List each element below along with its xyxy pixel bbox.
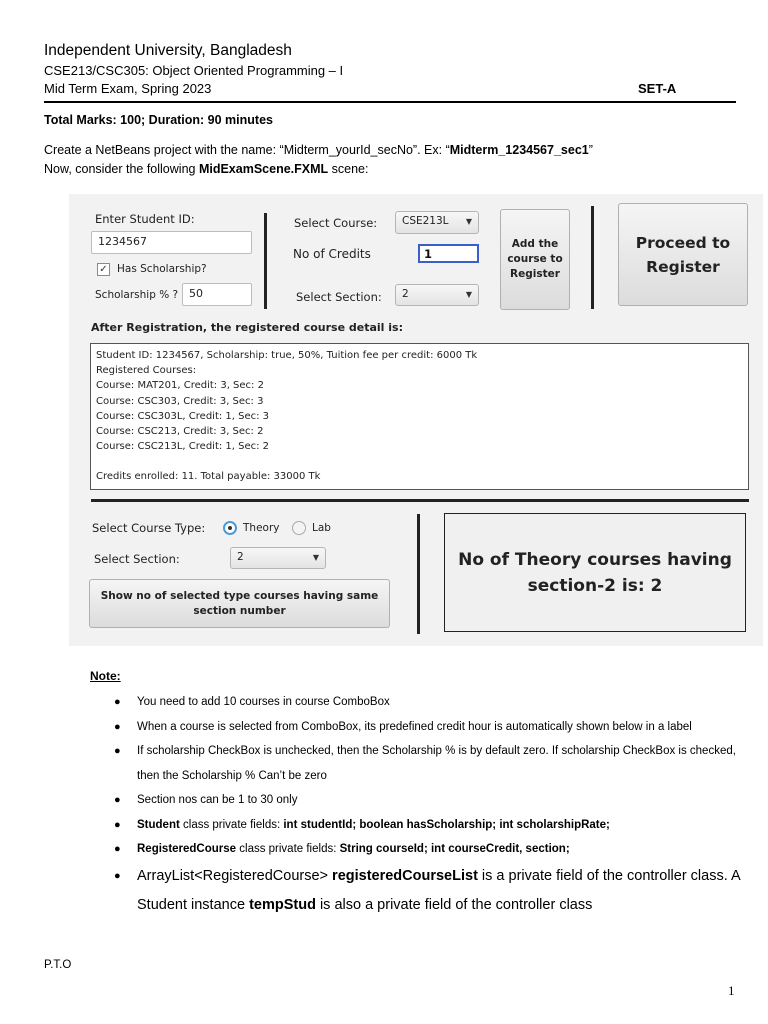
- radio-theory[interactable]: [223, 521, 237, 535]
- detail-heading: After Registration, the registered course detail is:: [91, 321, 403, 334]
- proceed-register-button[interactable]: Proceed to Register: [618, 203, 748, 306]
- scholarship-pct-field[interactable]: 50: [182, 283, 252, 306]
- radio-theory-label: Theory: [243, 522, 280, 534]
- separator-3: [417, 514, 420, 634]
- university-name: Independent University, Bangladesh: [44, 42, 292, 59]
- section2-label: Select Section:: [94, 552, 180, 566]
- list-item: ● ArrayList<RegisteredCourse> registeredCourseList is a private field of the controller class. A Student instance tempStud is also a private field of the controller class: [108, 862, 748, 920]
- detail-line: Registered Courses:: [96, 365, 197, 377]
- horizontal-separator: [91, 499, 749, 502]
- student-id-field[interactable]: 1234567: [91, 231, 252, 254]
- detail-line: Course: CSC303, Credit: 3, Sec: 3: [96, 395, 264, 407]
- detail-line: Course: CSC303L, Credit: 1, Sec: 3: [96, 410, 270, 422]
- separator-2: [591, 206, 594, 309]
- pto-label: P.T.O: [44, 959, 72, 971]
- detail-line: Course: MAT201, Credit: 3, Sec: 2: [96, 380, 264, 392]
- list-item: ● When a course is selected from ComboBox, its predefined credit hour is automatically shown below in a label: [108, 715, 748, 740]
- chevron-down-icon: ▼: [465, 217, 472, 226]
- select-course-label: Select Course:: [294, 216, 378, 230]
- show-count-button[interactable]: Show no of selected type courses having same section number: [89, 579, 390, 628]
- chevron-down-icon: ▼: [312, 553, 319, 562]
- list-item: ● You need to add 10 courses in course ComboBox: [108, 690, 748, 715]
- scholarship-checkbox-label: Has Scholarship?: [117, 263, 207, 275]
- exam-title: Mid Term Exam, Spring 2023: [44, 81, 212, 96]
- note-heading: Note:: [90, 669, 121, 683]
- notes-list: [108, 690, 748, 920]
- detail-line: Course: CSC213, Credit: 3, Sec: 2: [96, 426, 264, 438]
- midexam-scene-panel: [69, 194, 763, 646]
- bullet-icon: ●: [114, 745, 121, 757]
- detail-line: Course: CSC213L, Credit: 1, Sec: 2: [96, 441, 270, 453]
- bullet-icon: ●: [114, 720, 121, 733]
- detail-line: Student ID: 1234567, Scholarship: true, 50%, Tuition fee per credit: 6000 Tk: [96, 350, 478, 361]
- scholarship-pct-label: Scholarship % ?: [95, 289, 179, 301]
- list-item: ● Section nos can be 1 to 30 only: [108, 788, 748, 813]
- course-title: CSE213/CSC305: Object Oriented Programming – I: [44, 63, 344, 78]
- instruction-line-1: Create a NetBeans project with the name: “Midterm_yourId_secNo”. Ex: “Midterm_1234567_sec1”: [44, 143, 593, 157]
- course-combobox[interactable]: [395, 211, 479, 234]
- section2-combobox-value: 2: [237, 551, 244, 563]
- list-item: ● RegisteredCourse class private fields: String courseId; int courseCredit, section;: [108, 837, 748, 862]
- select-section-label: Select Section:: [296, 290, 382, 304]
- result-display: No of Theory courses having section-2 is: 2: [444, 513, 746, 632]
- page-number: 1: [728, 983, 735, 998]
- bullet-icon: ●: [114, 843, 121, 855]
- course-combobox-value: CSE213L: [402, 215, 449, 227]
- course-type-label: Select Course Type:: [92, 521, 206, 535]
- radio-lab-label: Lab: [312, 522, 331, 534]
- set-label: SET-A: [638, 81, 677, 96]
- credits-value: 1: [418, 244, 479, 263]
- section-combobox-value: 2: [402, 288, 409, 300]
- header-rule: [44, 101, 736, 103]
- separator-1: [264, 213, 267, 309]
- list-item: ● If scholarship CheckBox is unchecked, then the Scholarship % is by default zero. If scholarship CheckBox is checked, then the Scholarship % Can’t be zero: [108, 739, 748, 788]
- scholarship-checkbox[interactable]: ✓: [97, 263, 110, 276]
- chevron-down-icon: ▼: [465, 290, 472, 299]
- bullet-icon: ●: [114, 818, 121, 831]
- bullet-icon: ●: [114, 869, 121, 882]
- instruction-line-2: Now, consider the following MidExamScene.FXML scene:: [44, 162, 369, 176]
- credits-label: No of Credits: [293, 247, 371, 261]
- section-combobox[interactable]: [395, 284, 479, 306]
- student-id-label: Enter Student ID:: [95, 212, 195, 226]
- list-item: ● Student class private fields: int studentId; boolean hasScholarship; int scholarshipRate;: [108, 813, 748, 838]
- add-course-button[interactable]: Add the course to Register: [500, 209, 570, 310]
- bullet-icon: ●: [114, 794, 121, 806]
- registration-detail-textarea[interactable]: [90, 343, 749, 490]
- radio-dot-icon: [228, 526, 232, 530]
- bullet-icon: ●: [114, 696, 121, 708]
- section2-combobox[interactable]: [230, 547, 326, 569]
- detail-line: Credits enrolled: 11. Total payable: 33000 Tk: [96, 471, 321, 483]
- total-marks: Total Marks: 100; Duration: 90 minutes: [44, 113, 273, 127]
- detail-line: [96, 454, 743, 469]
- radio-lab[interactable]: [292, 521, 306, 535]
